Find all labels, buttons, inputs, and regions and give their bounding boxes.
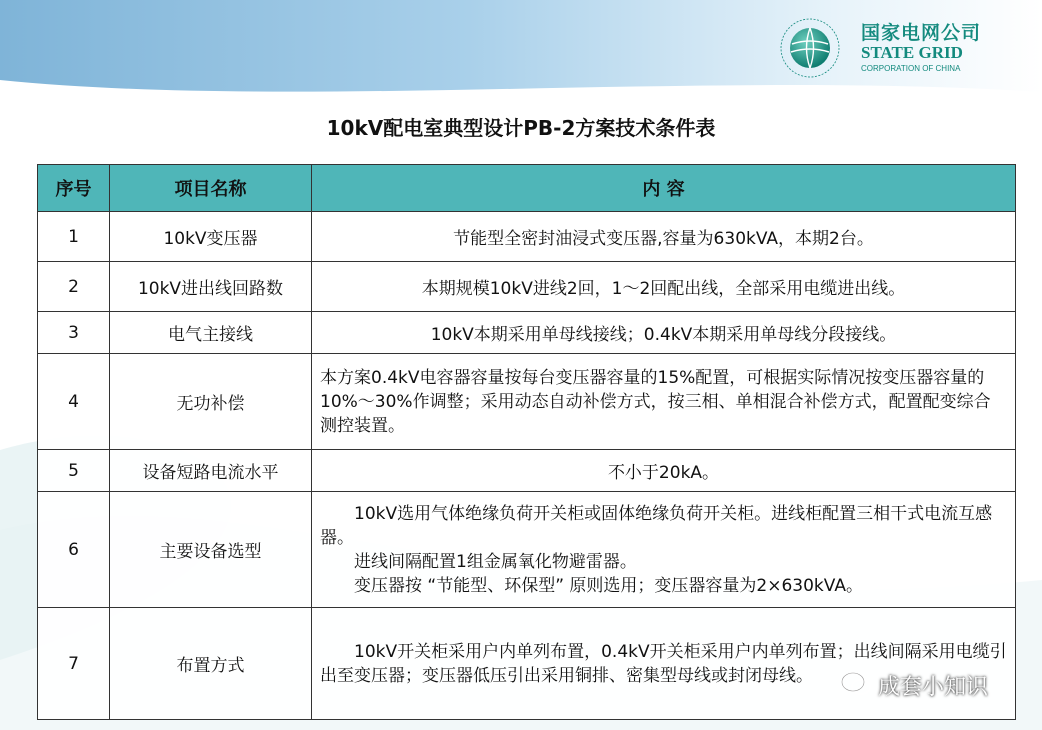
row-content: 节能型全密封油浸式变压器,容量为630kVA，本期2台。 [312,212,1016,262]
column-header-name: 项目名称 [110,165,312,212]
logo-subtitle: CORPORATION OF CHINA [861,64,961,73]
row-content [312,492,1016,608]
column-header-no: 序号 [38,165,110,212]
row-number: 5 [38,450,110,492]
table-row [38,450,1016,492]
row-number: 3 [38,312,110,354]
watermark [840,668,1030,704]
row-content: 10kV本期采用单母线接线；0.4kV本期采用单母线分段接线。 [312,312,1016,354]
row-number: 2 [38,262,110,312]
row-item-name: 10kV进出线回路数 [110,262,312,312]
row-number: 4 [38,354,110,450]
content-text: 10kV开关柜采用户内单列布置，0.4kV开关柜采用户内单列布置；出线间隔采用电缆引出至变压器；变压器低压引出采用铜排、密集型母线或封闭母线。 [320,641,1007,686]
row-content: 不小于20kA。 [312,450,1016,492]
row-content: 本期规模10kV进线2回，1～2回配出线，全部采用电缆进出线。 [312,262,1016,312]
table-header-row [38,165,1016,212]
table-row [38,212,1016,262]
table-row [38,492,1016,608]
row-item-name: 电气主接线 [110,312,312,354]
row-item-name: 无功补偿 [110,354,312,450]
row-item-name: 设备短路电流水平 [110,450,312,492]
content-line: 10kV选用气体绝缘负荷开关柜或固体绝缘负荷开关柜。进线柜配置三相干式电流互感器。 [320,503,993,548]
content-line: 变压器按 “节能型、环保型” 原则选用；变压器容量为2×630kVA。 [354,575,863,596]
row-number: 6 [38,492,110,608]
table-row [38,312,1016,354]
content-line: 进线间隔配置1组金属氧化物避雷器。 [354,551,637,572]
technical-conditions-table [37,164,1016,720]
row-item-name: 10kV变压器 [110,212,312,262]
column-header-content: 内 容 [312,165,1016,212]
logo-name-cn: 国家电网公司 [861,22,982,44]
table-row [38,354,1016,450]
row-item-name: 主要设备选型 [110,492,312,608]
globe-icon [775,12,845,82]
state-grid-logo [775,12,995,82]
table-row [38,262,1016,312]
row-content: 本方案0.4kV电容器容量按每台变压器容量的15%配置，可根据实际情况按变压器容量的10%～30%作调整；采用动态自动补偿方式，按三相、单相混合补偿方式，配置配变综合测控装置。 [312,354,1016,450]
watermark-text: 成套小知识 [878,675,989,700]
wechat-icon [840,670,872,698]
row-number: 7 [38,608,110,720]
row-number: 1 [38,212,110,262]
page-title: 10kV配电室典型设计PB-2方案技术条件表 [326,116,716,140]
logo-name-en: STATE GRID [861,43,963,62]
row-item-name: 布置方式 [110,608,312,720]
